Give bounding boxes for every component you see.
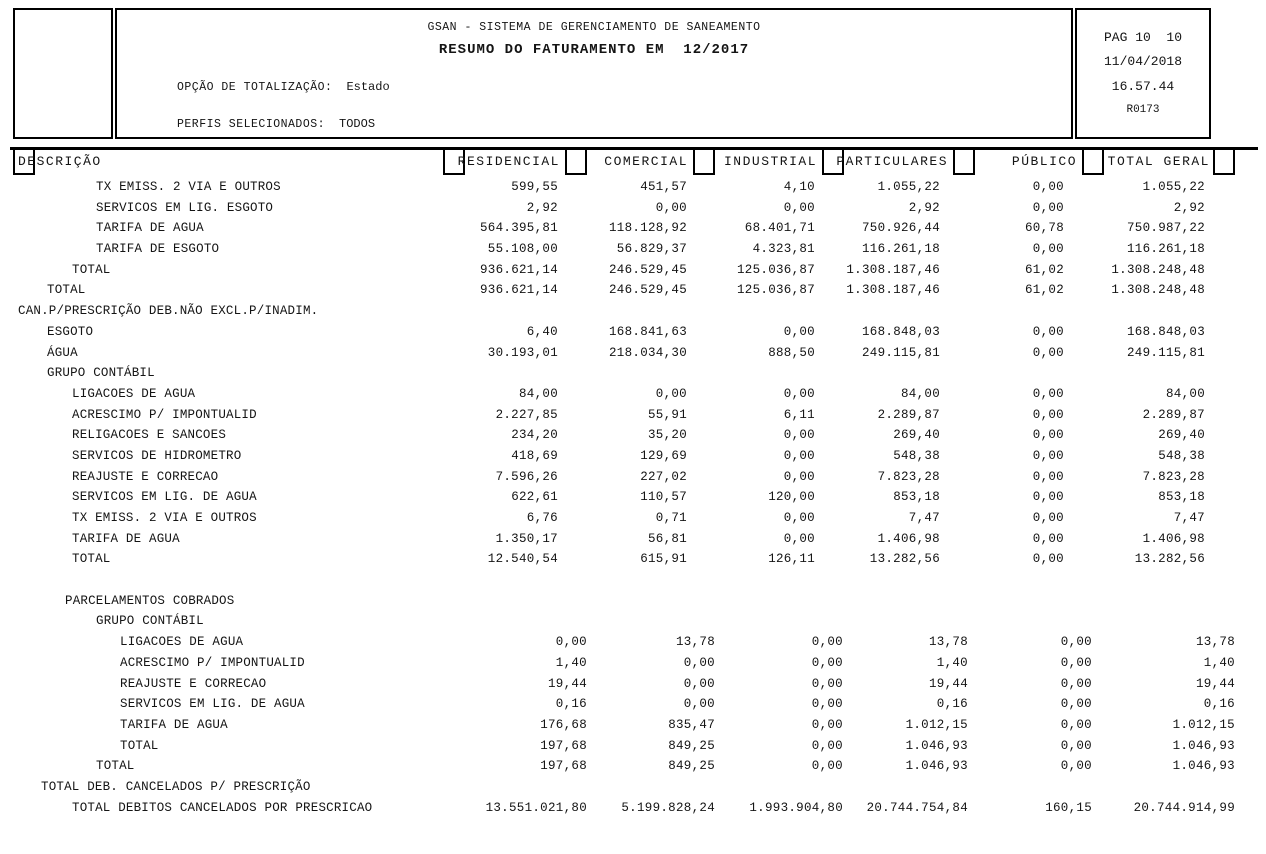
row-label: SERVICOS DE HIDROMETRO (72, 448, 242, 463)
section-row (0, 611, 1266, 632)
row-label: TOTAL DEB. CANCELADOS P/ PRESCRIÇÃO (41, 779, 311, 794)
row-label: ESGOTO (47, 324, 94, 339)
cell-value: 0,00 (783, 200, 815, 215)
cell-value: 234,20 (511, 428, 558, 443)
cell-value: 5.199.828,24 (621, 800, 715, 815)
cell-value: 0,16 (1203, 697, 1235, 712)
table-row (0, 218, 1266, 239)
table-row (0, 177, 1266, 198)
cell-value: 7,47 (908, 511, 940, 525)
cell-value: 0,00 (783, 324, 815, 339)
cell-value: 246.529,45 (608, 283, 687, 298)
report-header-box (115, 8, 1073, 139)
cell-value: 249.115,81 (1126, 345, 1205, 360)
cell-value: 2.227,85 (495, 407, 558, 422)
cell-value: 0,00 (811, 655, 843, 670)
cell-value: 13,78 (1195, 635, 1235, 650)
cell-value: 0,00 (811, 717, 843, 732)
cell-value: 2,92 (526, 200, 558, 215)
cell-value: 19,44 (547, 676, 587, 691)
cell-value: 853,18 (1158, 490, 1205, 505)
table-row (0, 425, 1266, 446)
row-label: TARIFA DE AGUA (72, 531, 180, 546)
row-label: CAN.P/PRESCRIÇÃO DEB.NÃO EXCL.P/INADIM. (18, 304, 319, 319)
cell-value: 1.055,22 (1142, 180, 1205, 194)
cell-value: 168.848,03 (1126, 324, 1205, 339)
table-row (0, 280, 1266, 301)
cell-value: 2.289,87 (877, 407, 940, 422)
cell-value: 197,68 (540, 738, 587, 753)
cell-value: 0,00 (1032, 552, 1064, 567)
table-row (0, 736, 1266, 757)
table-row (0, 632, 1266, 653)
cell-value: 622,61 (511, 490, 558, 505)
cell-value: 227,02 (640, 469, 687, 484)
cell-value: 116.261,18 (1126, 242, 1205, 257)
report-time: 16.57.44 (1111, 79, 1175, 94)
cell-value: 269,40 (1158, 428, 1205, 443)
cell-value: 0,00 (1032, 428, 1064, 443)
cell-value: 84,00 (900, 386, 940, 401)
profiles-label: PERFIS SELECIONADOS: (177, 118, 326, 131)
cell-value: 0,00 (655, 200, 687, 215)
header-bracket (1213, 150, 1235, 175)
cell-value: 0,00 (1032, 531, 1064, 546)
cell-value: 13.282,56 (869, 552, 940, 567)
cell-value: 0,00 (655, 386, 687, 401)
cell-value: 7.823,28 (1142, 469, 1205, 484)
cell-value: 0,00 (811, 676, 843, 691)
column-header: TOTAL GERAL (1107, 154, 1210, 169)
cell-value: 1.046,93 (905, 738, 968, 753)
cell-value: 418,69 (511, 448, 558, 463)
cell-value: 1.406,98 (877, 531, 940, 546)
table-row (0, 343, 1266, 364)
cell-value: 888,50 (768, 345, 815, 360)
cell-value: 0,00 (1060, 676, 1092, 691)
column-header: COMERCIAL (604, 154, 688, 169)
cell-value: 564.395,81 (479, 221, 558, 236)
cell-value: 548,38 (1158, 448, 1205, 463)
cell-value: 0,16 (936, 697, 968, 712)
cell-value: 125.036,87 (736, 262, 815, 277)
cell-value: 55.108,00 (487, 242, 558, 257)
cell-value: 0,00 (811, 635, 843, 650)
section-row (0, 591, 1266, 612)
cell-value: 0,00 (1032, 511, 1064, 525)
cell-value: 176,68 (540, 717, 587, 732)
cell-value: 218.034,30 (608, 345, 687, 360)
cell-value: 0,00 (1060, 738, 1092, 753)
cell-value: 0,00 (1060, 655, 1092, 670)
cell-value: 1.308.248,48 (1111, 262, 1205, 277)
cell-value: 7.823,28 (877, 469, 940, 484)
cell-value: 835,47 (668, 717, 715, 732)
cell-value: 0,00 (1032, 448, 1064, 463)
row-label: TOTAL DEBITOS CANCELADOS POR PRESCRICAO (72, 800, 373, 815)
cell-value: 0,00 (811, 697, 843, 712)
row-label: SERVICOS EM LIG. ESGOTO (96, 200, 274, 215)
cell-value: 0,00 (683, 697, 715, 712)
cell-value: 118.128,92 (608, 221, 687, 236)
table-rows (0, 177, 1266, 818)
cell-value: 168.841,63 (608, 324, 687, 339)
cell-value: 1.012,15 (1172, 717, 1235, 732)
row-label: TX EMISS. 2 VIA E OUTROS (72, 511, 257, 525)
totalization-value: Estado (346, 80, 390, 94)
table-row (0, 508, 1266, 529)
row-label: TOTAL (120, 738, 159, 753)
cell-value: 1.046,93 (1172, 738, 1235, 753)
cell-value: 0,00 (811, 759, 843, 774)
cell-value: 0,00 (811, 738, 843, 753)
report-code: R0173 (1126, 104, 1160, 116)
cell-value: 56,81 (647, 531, 687, 546)
cell-value: 6,11 (783, 407, 815, 422)
cell-value: 126,11 (768, 552, 815, 567)
cell-value: 750.926,44 (861, 221, 940, 236)
table-row (0, 549, 1266, 570)
cell-value: 1.012,15 (905, 717, 968, 732)
cell-value: 19,44 (928, 676, 968, 691)
cell-value: 246.529,45 (608, 262, 687, 277)
cell-value: 19,44 (1195, 676, 1235, 691)
cell-value: 0,00 (683, 676, 715, 691)
table-row (0, 674, 1266, 695)
cell-value: 936.621,14 (479, 262, 558, 277)
cell-value: 160,15 (1045, 800, 1092, 815)
cell-value: 0,00 (1032, 180, 1064, 194)
cell-value: 0,00 (783, 428, 815, 443)
row-label: SERVICOS EM LIG. DE AGUA (120, 697, 305, 712)
cell-value: 0,00 (1060, 635, 1092, 650)
cell-value: 60,78 (1024, 221, 1064, 236)
cell-value: 20.744.914,99 (1133, 800, 1235, 815)
row-label: TX EMISS. 2 VIA E OUTROS (96, 180, 281, 194)
cell-value: 35,20 (647, 428, 687, 443)
table-row (0, 798, 1266, 819)
page-number: PAG 10 10 (1103, 30, 1182, 45)
totalization-line (177, 80, 390, 94)
cell-value: 0,00 (683, 655, 715, 670)
page-info-box (1075, 8, 1211, 139)
cell-value: 615,91 (640, 552, 687, 567)
cell-value: 68.401,71 (744, 221, 815, 236)
cell-value: 1,40 (1203, 655, 1235, 670)
cell-value: 61,02 (1024, 262, 1064, 277)
cell-value: 13,78 (928, 635, 968, 650)
cell-value: 0,00 (1032, 386, 1064, 401)
row-label: ACRESCIMO P/ IMPONTUALID (72, 407, 257, 422)
row-label: TARIFA DE ESGOTO (96, 242, 220, 257)
row-label: LIGACOES DE AGUA (120, 635, 244, 650)
cell-value: 1.350,17 (495, 531, 558, 546)
totalization-label: OPÇÃO DE TOTALIZAÇÃO: (177, 81, 333, 94)
cell-value: 125.036,87 (736, 283, 815, 298)
row-label: PARCELAMENTOS COBRADOS (65, 593, 235, 608)
cell-value: 269,40 (893, 428, 940, 443)
table-row (0, 260, 1266, 281)
cell-value: 20.744.754,84 (866, 800, 968, 815)
cell-value: 0,00 (783, 511, 815, 525)
cell-value: 599,55 (511, 180, 558, 194)
header-rule (10, 147, 1258, 150)
cell-value: 849,25 (668, 738, 715, 753)
cell-value: 0,00 (1032, 200, 1064, 215)
cell-value: 6,76 (526, 511, 558, 525)
cell-value: 110,57 (640, 490, 687, 505)
row-label: TOTAL (47, 283, 86, 298)
section-row (0, 363, 1266, 384)
cell-value: 0,00 (1032, 324, 1064, 339)
table-row (0, 653, 1266, 674)
cell-value: 0,00 (1060, 697, 1092, 712)
cell-value: 750.987,22 (1126, 221, 1205, 236)
table-row (0, 239, 1266, 260)
table-row (0, 322, 1266, 343)
cell-value: 1.046,93 (1172, 759, 1235, 774)
table-row (0, 384, 1266, 405)
row-label: ÁGUA (47, 345, 78, 360)
cell-value: 4,10 (783, 180, 815, 194)
profiles-line (177, 117, 375, 131)
row-label: TOTAL (72, 262, 111, 277)
column-header: PÚBLICO (1011, 154, 1077, 169)
cell-value: 0,00 (1032, 469, 1064, 484)
cell-value: 84,00 (1165, 386, 1205, 401)
cell-value: 0,00 (1032, 407, 1064, 422)
cell-value: 0,00 (783, 448, 815, 463)
row-label: GRUPO CONTÁBIL (47, 366, 155, 381)
cell-value: 1,40 (936, 655, 968, 670)
cell-value: 451,57 (640, 180, 687, 194)
cell-value: 0,00 (1032, 345, 1064, 360)
cell-value: 1.308.187,46 (846, 262, 940, 277)
cell-value: 61,02 (1024, 283, 1064, 298)
cell-value: 0,00 (1060, 717, 1092, 732)
column-header: PARTICULARES (836, 154, 948, 169)
row-label: LIGACOES DE AGUA (72, 386, 196, 401)
table-row (0, 198, 1266, 219)
cell-value: 56.829,37 (616, 242, 687, 257)
report-title: RESUMO DO FATURAMENTO EM 12/2017 (438, 42, 750, 58)
table-row (0, 467, 1266, 488)
column-header: INDUSTRIAL (723, 154, 817, 169)
cell-value: 55,91 (647, 407, 687, 422)
cell-value: 548,38 (893, 448, 940, 463)
report-date: 11/04/2018 (1103, 54, 1182, 69)
cell-value: 7,47 (1173, 511, 1205, 525)
cell-value: 2,92 (1173, 200, 1205, 215)
cell-value: 7.596,26 (495, 469, 558, 484)
cell-value: 197,68 (540, 759, 587, 774)
cell-value: 0,71 (655, 511, 687, 525)
table-row (0, 756, 1266, 777)
row-label: TOTAL (96, 759, 135, 774)
cell-value: 1.308.248,48 (1111, 283, 1205, 298)
cell-value: 30.193,01 (487, 345, 558, 360)
table-row (0, 405, 1266, 426)
table-row (0, 694, 1266, 715)
row-label: TOTAL (72, 552, 111, 567)
row-label: RELIGACOES E SANCOES (72, 428, 227, 443)
cell-value: 0,00 (1032, 242, 1064, 257)
logo-box (13, 8, 113, 139)
table-row (0, 487, 1266, 508)
cell-value: 0,00 (783, 531, 815, 546)
cell-value: 2,92 (908, 200, 940, 215)
cell-value: 1,40 (555, 655, 587, 670)
row-label: GRUPO CONTÁBIL (96, 614, 204, 629)
row-label: REAJUSTE E CORRECAO (72, 469, 219, 484)
cell-value: 120,00 (768, 490, 815, 505)
cell-value: 4.323,81 (752, 242, 815, 257)
cell-value: 853,18 (893, 490, 940, 505)
cell-value: 1.406,98 (1142, 531, 1205, 546)
cell-value: 1.993.904,80 (749, 800, 843, 815)
cell-value: 0,00 (555, 635, 587, 650)
table-row (0, 529, 1266, 550)
cell-value: 1.055,22 (877, 180, 940, 194)
cell-value: 936.621,14 (479, 283, 558, 298)
cell-value: 6,40 (526, 324, 558, 339)
cell-value: 0,00 (783, 469, 815, 484)
cell-value: 0,16 (555, 697, 587, 712)
system-title: GSAN - SISTEMA DE GERENCIAMENTO DE SANEAMENTO (427, 21, 761, 34)
blank-row (0, 570, 1266, 591)
cell-value: 13.551.021,80 (485, 800, 587, 815)
cell-value: 13,78 (675, 635, 715, 650)
cell-value: 84,00 (518, 386, 558, 401)
cell-value: 249.115,81 (861, 345, 940, 360)
section-row (0, 301, 1266, 322)
row-label: TARIFA DE AGUA (96, 221, 204, 236)
table-row (0, 715, 1266, 736)
cell-value: 13.282,56 (1134, 552, 1205, 567)
row-label: ACRESCIMO P/ IMPONTUALID (120, 655, 305, 670)
cell-value: 1.308.187,46 (846, 283, 940, 298)
row-label: REAJUSTE E CORRECAO (120, 676, 267, 691)
column-header: RESIDENCIAL (457, 154, 560, 169)
cell-value: 0,00 (783, 386, 815, 401)
cell-value: 1.046,93 (905, 759, 968, 774)
cell-value: 12.540,54 (487, 552, 558, 567)
row-label: TARIFA DE AGUA (120, 717, 228, 732)
profiles-value: TODOS (339, 117, 376, 131)
cell-value: 129,69 (640, 448, 687, 463)
section-row (0, 777, 1266, 798)
cell-value: 0,00 (1060, 759, 1092, 774)
cell-value: 168.848,03 (861, 324, 940, 339)
row-label: SERVICOS EM LIG. DE AGUA (72, 490, 257, 505)
cell-value: 0,00 (1032, 490, 1064, 505)
cell-value: 849,25 (668, 759, 715, 774)
cell-value: 116.261,18 (861, 242, 940, 257)
table-row (0, 446, 1266, 467)
cell-value: 2.289,87 (1142, 407, 1205, 422)
column-header-descricao: DESCRIÇÃO (18, 154, 102, 169)
